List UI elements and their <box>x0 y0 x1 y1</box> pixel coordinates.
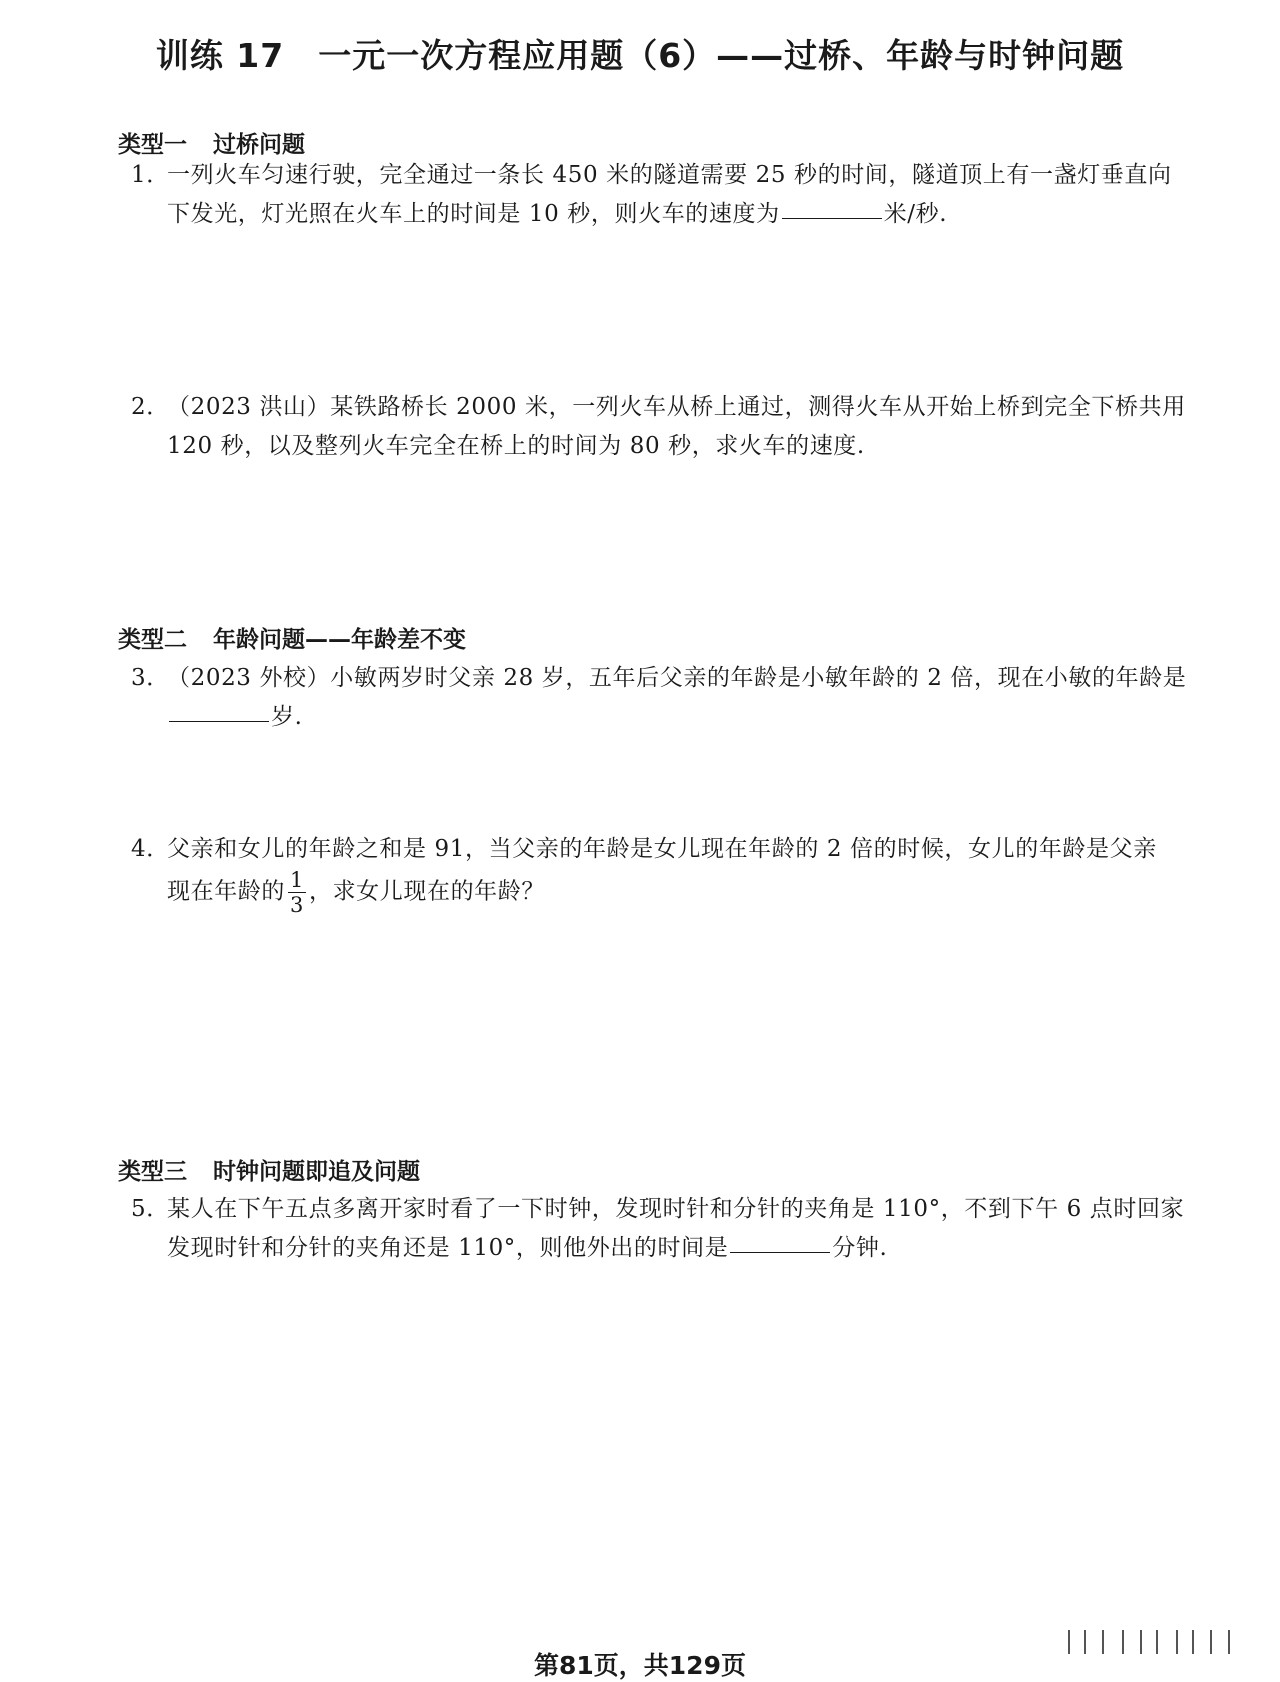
section-3-name: 时钟问题即追及问题 <box>213 1159 420 1185</box>
section-1-label: 类型一 <box>118 132 187 158</box>
q1-answer-blank[interactable] <box>782 217 882 219</box>
section-3-heading <box>118 1153 420 1186</box>
page-footer: 第81页，共129页 <box>534 1651 746 1680</box>
q4-line1: 父亲和女儿的年龄之和是 91，当父亲的年龄是女儿现在年龄的 2 倍的时候，女儿的年龄是父亲 <box>167 836 1157 862</box>
section-1-name: 过桥问题 <box>213 132 305 158</box>
q2-number: 2． <box>131 394 170 420</box>
page-title: 训练 17 一元一次方程应用题（6）——过桥、年龄与时钟问题 <box>155 36 1125 75</box>
q4-line2 <box>167 868 545 917</box>
q4-line2-pre: 现在年龄的 <box>167 878 285 905</box>
q2-line1: （2023 洪山）某铁路桥长 2000 米，一列火车从桥上通过，测得火车从开始上桥到完全下桥共用 <box>167 394 1186 420</box>
fraction-numerator: 1 <box>290 868 304 892</box>
q3-line2-post: 岁. <box>271 704 303 730</box>
q5-line2-pre: 发现时针和分针的夹角还是 110°，则他外出的时间是 <box>167 1235 729 1261</box>
q3-line2 <box>167 698 303 731</box>
q5-line2-post: 分钟. <box>832 1235 888 1261</box>
section-2-label: 类型二 <box>118 627 187 653</box>
fraction-denominator: 3 <box>290 893 304 917</box>
q3-line1: （2023 外校）小敏两岁时父亲 28 岁，五年后父亲的年龄是小敏年龄的 2 倍，现在小敏的年龄是 <box>167 665 1187 691</box>
q4-line2-post: ，求女儿现在的年龄？ <box>308 878 545 905</box>
q5-line1: 某人在下午五点多离开家时看了一下时钟，发现时针和分针的夹角是 110°，不到下午 6 点时回家 <box>167 1196 1185 1222</box>
q5-line2 <box>167 1229 887 1262</box>
fraction <box>288 868 306 917</box>
q4-number: 4． <box>131 836 170 862</box>
q5-number: 5． <box>131 1196 170 1222</box>
q1-line2-post: 米/秒. <box>883 201 948 227</box>
section-1-heading <box>118 126 305 159</box>
q1-line2 <box>167 195 947 228</box>
section-2-name: 年龄问题——年龄差不变 <box>213 627 466 653</box>
section-3-label: 类型三 <box>118 1159 187 1185</box>
q1-line2-pre: 下发光，灯光照在火车上的时间是 10 秒，则火车的速度为 <box>167 201 780 227</box>
section-2-heading <box>118 621 466 654</box>
q1-number: 1． <box>131 162 170 188</box>
q1-line1: 一列火车匀速行驶，完全通过一条长 450 米的隧道需要 25 秒的时间，隧道顶上有一盏灯垂直向 <box>167 162 1172 188</box>
q5-answer-blank[interactable] <box>730 1251 830 1253</box>
q3-answer-blank[interactable] <box>169 720 269 722</box>
q2-line2: 120 秒，以及整列火车完全在桥上的时间为 80 秒，求火车的速度. <box>167 433 865 459</box>
q3-number: 3． <box>131 665 170 691</box>
